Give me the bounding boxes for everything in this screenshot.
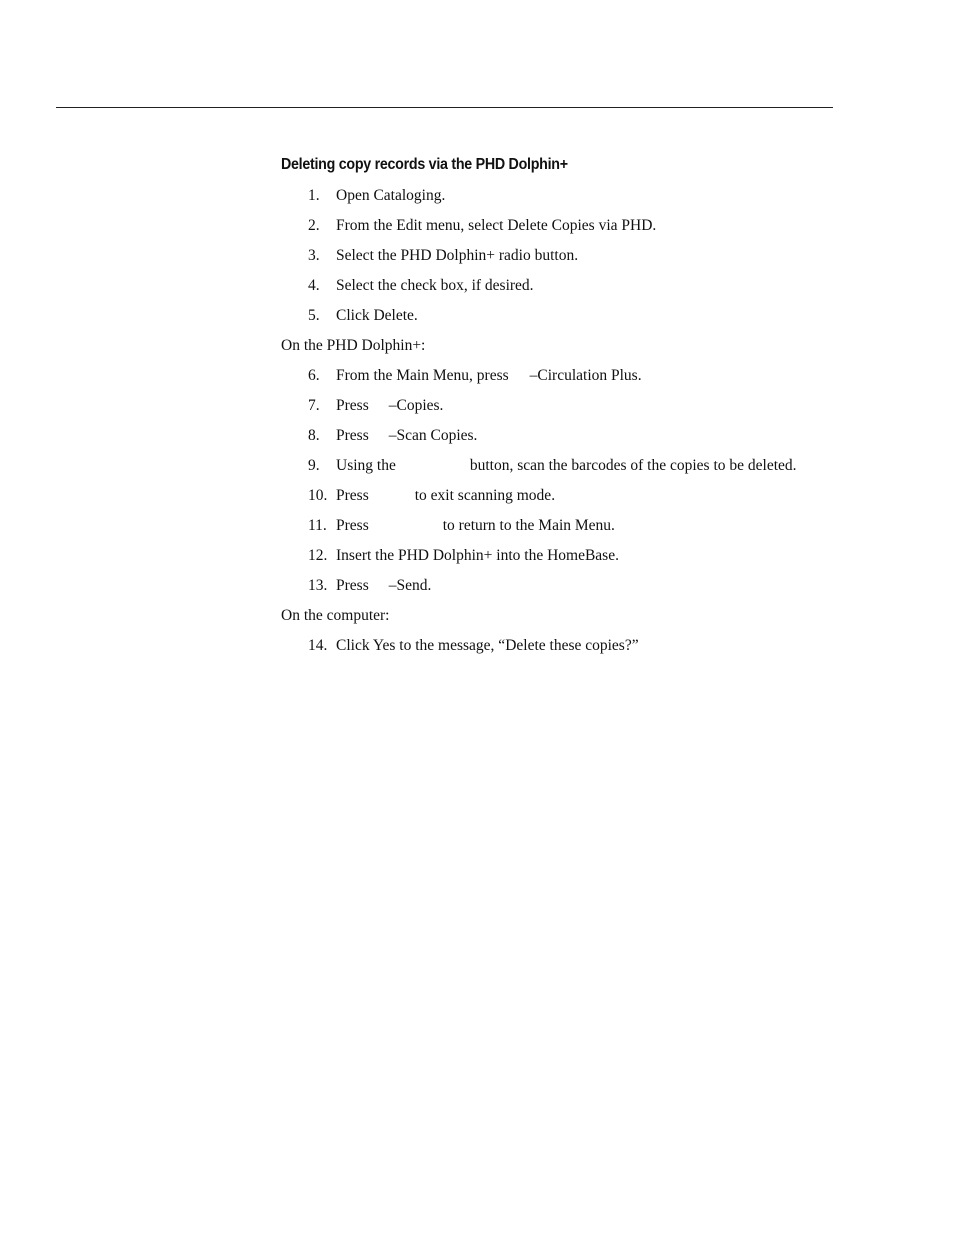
step-number: 10. xyxy=(308,487,328,504)
list-item xyxy=(281,305,881,335)
list-item xyxy=(281,275,881,305)
step-text xyxy=(336,485,555,507)
list-item xyxy=(281,395,881,425)
step-number: 12. xyxy=(308,547,328,564)
step-number: 7. xyxy=(308,397,320,414)
step-text-post: to exit scanning mode. xyxy=(414,487,556,504)
list-item xyxy=(281,515,881,545)
step-text-post: to return to the Main Menu. xyxy=(442,517,615,534)
step-text xyxy=(336,395,443,417)
step-text: From the Edit menu, select Delete Copies via PHD. xyxy=(336,217,657,234)
step-text-post: –Circulation Plus. xyxy=(529,367,642,384)
header-rule xyxy=(56,107,833,108)
list-item xyxy=(281,545,881,575)
step-number: 5. xyxy=(308,307,320,324)
step-text-post: button, scan the barcodes of the copies to be deleted. xyxy=(469,457,797,474)
step-text-pre: Press xyxy=(336,577,369,594)
step-text: Insert the PHD Dolphin+ into the HomeBase. xyxy=(336,547,619,564)
list-item xyxy=(281,245,881,275)
step-text xyxy=(336,575,431,597)
paragraph-computer: On the computer: xyxy=(281,607,390,624)
step-number: 9. xyxy=(308,457,320,474)
list-item xyxy=(281,455,881,485)
list-item xyxy=(281,215,881,245)
step-text: Click Yes to the message, “Delete these copies?” xyxy=(336,637,639,654)
step-text xyxy=(336,365,642,387)
step-text xyxy=(336,455,797,477)
paragraph-phd: On the PHD Dolphin+: xyxy=(281,337,426,354)
step-text-post: –Send. xyxy=(388,577,432,594)
list-item xyxy=(281,635,881,665)
step-text-pre: Using the xyxy=(336,457,396,474)
list-item xyxy=(281,575,881,605)
step-number: 13. xyxy=(308,577,328,594)
step-text-pre: Press xyxy=(336,517,369,534)
step-number: 8. xyxy=(308,427,320,444)
step-number: 3. xyxy=(308,247,320,264)
step-text-pre: From the Main Menu, press xyxy=(336,367,509,384)
step-text-post: –Scan Copies. xyxy=(388,427,478,444)
step-text-post: –Copies. xyxy=(388,397,444,414)
step-text xyxy=(336,515,615,537)
document-body xyxy=(281,154,881,665)
step-number: 14. xyxy=(308,637,328,654)
step-text: Click Delete. xyxy=(336,307,418,324)
step-text-pre: Press xyxy=(336,487,369,504)
step-text-pre: Press xyxy=(336,397,369,414)
step-text-pre: Press xyxy=(336,427,369,444)
step-text xyxy=(336,425,477,447)
step-number: 2. xyxy=(308,217,320,234)
step-number: 4. xyxy=(308,277,320,294)
step-number: 11. xyxy=(308,517,327,534)
list-item xyxy=(281,365,881,395)
section-heading: Deleting copy records via the PHD Dolphin+ xyxy=(281,156,568,173)
list-item xyxy=(281,425,881,455)
list-item xyxy=(281,485,881,515)
step-text: Select the PHD Dolphin+ radio button. xyxy=(336,247,579,264)
list-item xyxy=(281,185,881,215)
step-text: Select the check box, if desired. xyxy=(336,277,534,294)
step-number: 1. xyxy=(308,187,320,204)
step-text: Open Cataloging. xyxy=(336,187,446,204)
step-number: 6. xyxy=(308,367,320,384)
